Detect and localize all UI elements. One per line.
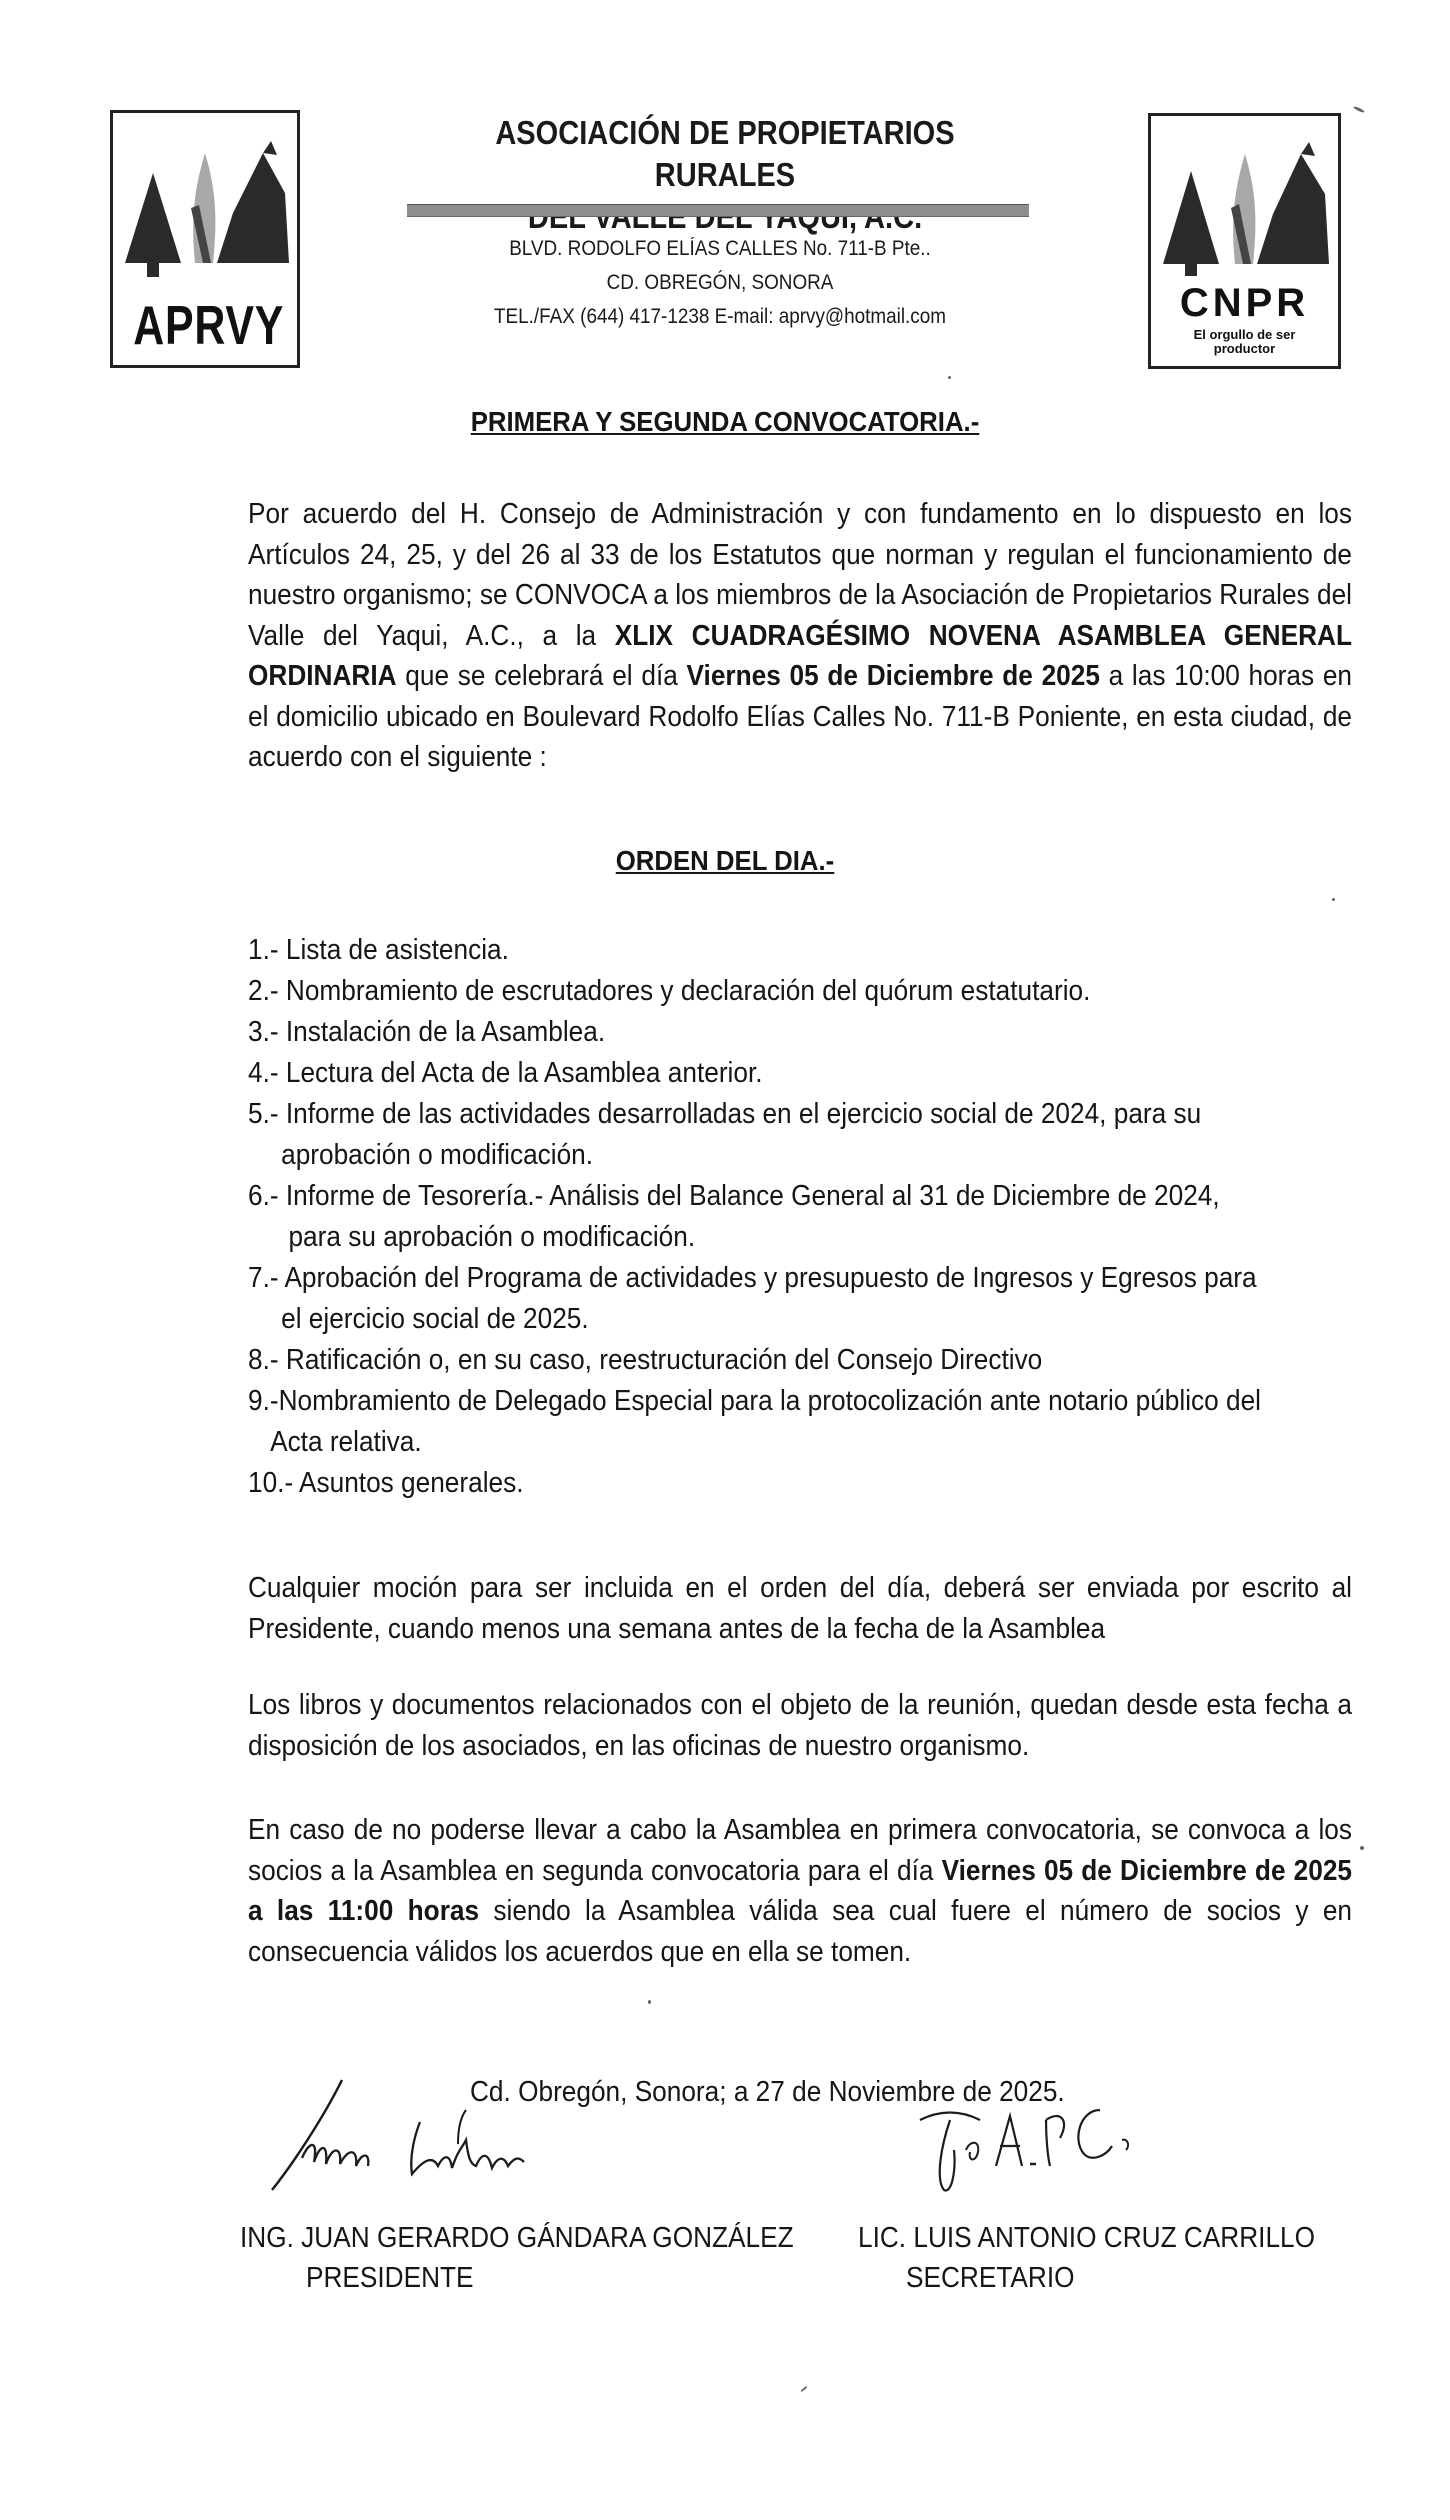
second-call-text-1: En caso de no poderse llevar a cabo la Asamblea en primera convocatoria, se convoca a los socios a la Asamblea en segunda convocatoria para el día: [248, 1814, 1352, 1887]
secretary-role: SECRETARIO: [906, 2262, 1075, 2294]
agenda-item-text: Instalación de la Asamblea.: [278, 1016, 606, 1048]
agenda-item-text: Aprobación del Programa de actividades y presupuesto de Ingresos y Egresos para: [278, 1262, 1257, 1294]
agenda-item-number: 1.-: [248, 934, 279, 966]
second-call-text-2: siendo la Asamblea válida sea cual fuere el número de socios y en consecuencia válidos los acuerdos que en ella se tomen.: [248, 1895, 1353, 1968]
address-line-2: CD. OBREGÓN, SONORA: [606, 271, 834, 294]
agenda-item: [248, 1381, 1352, 1463]
cnpr-logo: [1148, 113, 1341, 369]
agenda-item-number: 10.-: [248, 1467, 294, 1499]
aprvy-logo: [110, 110, 300, 368]
agenda-list: [248, 930, 1352, 1504]
scan-speck: [1353, 106, 1365, 114]
agenda-item-text: Lectura del Acta de la Asamblea anterior.: [278, 1057, 763, 1089]
address-line-3: TEL./FAX (644) 417-1238 E-mail: aprvy@hotmail.com: [494, 305, 946, 328]
agenda-item-number: 4.-: [248, 1057, 279, 1089]
president-signature-icon: [262, 2070, 592, 2200]
agenda-item-number: 7.-: [248, 1262, 279, 1294]
agenda-item-number: 5.-: [248, 1098, 279, 1130]
convocation-paragraph: [248, 494, 1352, 778]
agenda-item: [248, 971, 1352, 1012]
agenda-item-text: Informe de Tesorería.- Análisis del Balance General al 31 de Diciembre de 2024,: [278, 1180, 1220, 1212]
agenda-item-number: 6.-: [248, 1180, 279, 1212]
header-rule: [407, 204, 1029, 217]
agenda-item-continuation: aprobación o modificación.: [281, 1139, 594, 1171]
org-name-line-1: ASOCIACIÓN DE PROPIETARIOS RURALES: [495, 114, 955, 193]
address-block: [450, 232, 990, 334]
agenda-item-number: 3.-: [248, 1016, 279, 1048]
agenda-item-number: 9.-: [248, 1385, 279, 1417]
second-call-paragraph: [248, 1810, 1352, 1972]
agenda-item: [248, 1094, 1352, 1176]
agenda-item: [248, 1258, 1352, 1340]
agenda-item-number: 8.-: [248, 1344, 279, 1376]
place-and-date: Cd. Obregón, Sonora; a 27 de Noviembre de 2025.: [470, 2076, 1065, 2108]
secretary-name: LIC. LUIS ANTONIO CRUZ CARRILLO: [858, 2222, 1316, 2254]
scan-speck: [1360, 1846, 1364, 1850]
agenda-item-number: 2.-: [248, 975, 279, 1007]
convocation-text-1: Por acuerdo del H. Consejo de Administración y con fundamento en lo dispuesto en los Artículos 24, 25, y del 26 al 33 de los Estatutos que norman y regulan el funcionamiento de nuestro organismo; se CONVOCA a los miembros de la Asociación de Propietarios Rurales del Valle del Yaqui, A.C., a la: [248, 498, 1352, 652]
agenda-item-continuation: Acta relativa.: [270, 1426, 422, 1458]
agenda-item: [248, 1340, 1352, 1381]
assembly-name: XLIX CUADRAGÉSIMO NOVENA ASAMBLEA GENERAL ORDINARIA: [248, 619, 1352, 692]
agenda-item-continuation: para su aprobación o modificación.: [288, 1221, 696, 1253]
secretary-signature-icon: [900, 2080, 1160, 2200]
assembly-date: Viernes 05 de Diciembre de 2025: [686, 660, 1100, 692]
president-name: ING. JUAN GERARDO GÁNDARA GONZÁLEZ: [240, 2222, 794, 2254]
cnpr-tagline: [1151, 328, 1338, 356]
agenda-item-text: Lista de asistencia.: [278, 934, 509, 966]
convocation-text-3: a las 10:00 horas en el domicilio ubicado en Boulevard Rodolfo Elías Calles No. 711-B Poniente, en esta ciudad, de acuerdo con el siguiente :: [248, 660, 1352, 773]
president-role: PRESIDENTE: [306, 2262, 474, 2294]
cnpr-tagline-line-1: El orgullo de ser: [1193, 327, 1296, 342]
organization-name: [439, 112, 1011, 238]
order-of-day-title: ORDEN DEL DIA.-: [615, 845, 835, 876]
agenda-item-text: Informe de las actividades desarrolladas en el ejercicio social de 2024, para su: [278, 1098, 1202, 1130]
second-call-date: Viernes 05 de Diciembre de 2025 a las 11:00 horas: [248, 1854, 1352, 1927]
agenda-item: [248, 1012, 1352, 1053]
scan-speck: [800, 2386, 807, 2393]
cnpr-logo-text: CNPR: [1179, 281, 1310, 325]
agenda-item-text: Ratificación o, en su caso, reestructuración del Consejo Directivo: [278, 1344, 1043, 1376]
agenda-item-text: Asuntos generales.: [293, 1467, 524, 1499]
agenda-item-text: Nombramiento de Delegado Especial para la protocolización ante notario público del: [278, 1385, 1262, 1417]
agenda-item: [248, 1053, 1352, 1094]
agenda-item-continuation: el ejercicio social de 2025.: [281, 1303, 589, 1335]
address-line-1: BLVD. RODOLFO ELÍAS CALLES No. 711-B Pte..: [509, 237, 931, 260]
agenda-item: [248, 930, 1352, 971]
agenda-item: [248, 1176, 1352, 1258]
cnpr-tagline-line-2: productor: [1213, 341, 1276, 356]
document-title: PRIMERA Y SEGUNDA CONVOCATORIA.-: [470, 406, 980, 437]
agenda-item-text: Nombramiento de escrutadores y declaración del quórum estatutario.: [278, 975, 1091, 1007]
scan-speck: [948, 376, 951, 379]
scan-speck: [648, 2000, 651, 2004]
agenda-item: [248, 1463, 1352, 1504]
aprvy-logo-text: APRVY: [133, 294, 285, 356]
scan-speck: [1332, 898, 1335, 901]
convocation-text-2: que se celebrará el día: [396, 660, 687, 692]
books-paragraph: Los libros y documentos relacionados con el objeto de la reunión, quedan desde esta fecha a disposición de los asociados, en las oficinas de nuestro organismo.: [248, 1689, 1352, 1762]
motion-paragraph: Cualquier moción para ser incluida en el orden del día, deberá ser enviada por escrito al Presidente, cuando menos una semana antes de la fecha de la Asamblea: [248, 1572, 1352, 1645]
